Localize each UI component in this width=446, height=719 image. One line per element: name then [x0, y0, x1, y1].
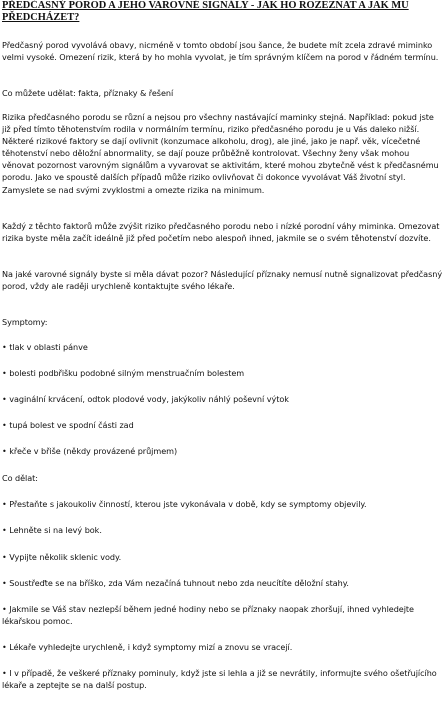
document-title: PŘEDČASNÝ POROD A JEHO VAROVNÉ SIGNÁLY - JAK HO ROZEZNAT A JAK MU PŘEDCHÁZET?	[2, 0, 409, 23]
symptom-list-item: • křeče v břiše (někdy provázené průjmem)	[2, 446, 178, 456]
symptom-list-item: • tupá bolest ve spodní části zad	[2, 420, 134, 430]
action-list-item: • Lékaře vyhledejte urychleně, i když symptomy mizí a znovu se vracejí.	[2, 642, 293, 652]
action-list-item: • Soustřeďte se na bříško, zda Vám nezačíná tuhnout nebo zda neucítíte děložní stahy.	[2, 578, 349, 588]
action-list-item: • I v případě, že veškeré příznaky pominuly, když jste si lehla a již se nevrátily, informujte svého ošetřujícího lékaře a zeptejte se na další postup.	[2, 668, 437, 691]
action-list-item: • Přestaňte s jakoukoliv činností, kterou jste vykonávala v době, kdy se symptomy objevily.	[2, 499, 367, 509]
symptom-list-item: • bolesti podbřišku podobné silným menstruačním bolestem	[2, 368, 245, 378]
risk-factors-paragraph: Rizika předčasného porodu se různí a nejsou pro všechny nastávající maminky stejná. Například: pokud jste již před tímto těhotenstvím rodila v normálním termínu, riziko předčasného porodu je u Vás daleko nižší. Některé rizikové faktory se dají ovlivnit (konzumace alkoholu, drog), ale jiné, jako je např. věk, vícečetné těhotenství nebo děložní abnormality, se dají pouze průběžně kontrolovat. Všechny ženy však mohou věnovat pozornost varovným signálům a vyvarovat se aktivitám, které mohou zbytečně vést k předčasnému porodu. Jako ve spoustě dalších případů může riziko ovlivňovat či dokonce vyvolávat Váš životní styl. Zamyslete se nad svými zvyklostmi a omezte rizika na minimum.	[2, 112, 439, 195]
actions-heading: Co dělat:	[2, 473, 38, 483]
intro-paragraph: Předčasný porod vyvolává obavy, nicméně v tomto období jsou šance, že budete mít zcela zdravé miminko velmi vysoké. Omezení rizik, která by ho mohla vyvolat, je tím správným klíčem na porod v řádném termínu.	[2, 40, 439, 63]
action-list-item: • Lehněte si na levý bok.	[2, 525, 102, 535]
symptom-list-item: • vaginální krvácení, odtok plodové vody, jakýkoliv náhlý poševní výtok	[2, 394, 289, 404]
symptoms-heading: Symptomy:	[2, 317, 48, 327]
risk-reduction-paragraph: Každý z těchto faktorů může zvýšit riziko předčasného porodu nebo i nízké porodní váhy miminka. Omezovat rizika byste měla začít ideálně již před početím nebo alespoň ihned, jakmile se o svém těhotenství dozvíte.	[2, 221, 440, 244]
section-heading-what-to-do: Co můžete udělat: fakta, příznaky & řešení	[2, 88, 174, 98]
action-list-item: • Vypijte několik sklenic vody.	[2, 552, 122, 562]
action-list-item: • Jakmile se Váš stav nezlepší během jedné hodiny nebo se příznaky naopak zhoršují, ihned vyhledejte lékařskou pomoc.	[2, 604, 414, 627]
symptom-list-item: • tlak v oblasti pánve	[2, 342, 88, 352]
warning-signals-paragraph: Na jaké varovné signály byste si měla dávat pozor? Následující příznaky nemusí nutně signalizovat předčasný porod, vždy ale raději urychleně kontaktujte svého lékaře.	[2, 269, 443, 292]
